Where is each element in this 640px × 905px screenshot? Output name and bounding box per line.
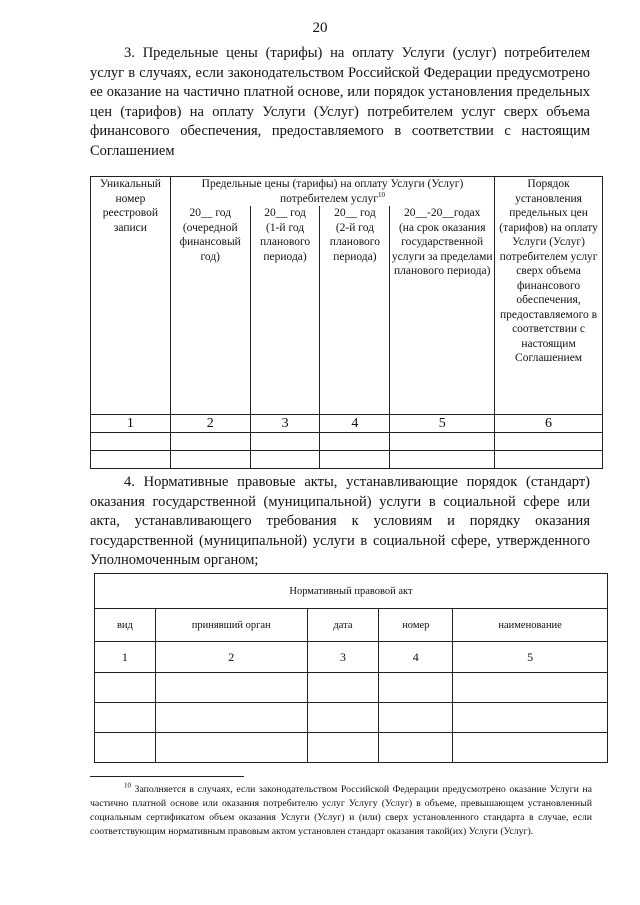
year-col-3 <box>320 206 390 414</box>
year-col-4 <box>390 206 495 414</box>
table1-num-6: 6 <box>495 414 603 432</box>
legal-act-title: Нормативный правовой акт <box>95 574 608 609</box>
year-col-3-year: 20__ год <box>334 207 376 219</box>
table1-num-2: 2 <box>170 414 250 432</box>
unique-number-header: Уникальный номер реестровой записи <box>91 177 171 415</box>
table-row <box>91 432 603 450</box>
table-row <box>91 450 603 468</box>
col-type: вид <box>95 609 156 642</box>
table1-num-1: 1 <box>91 414 171 432</box>
section-3-paragraph: 3. Предельные цены (тарифы) на оплату Услуги (услуг) потребителем услуг в случаях, если законодательством Российской Федерации предусмотрено ее оказание на частично платной основе, или порядок установления предельных цен (тарифов) на оплату Услуги (Услуг) потребителем услуг сверх объема финансового обеспечения, предоставляемого в соответствии с настоящим Соглашением <box>90 45 590 159</box>
year-col-4-desc: (на срок оказания государственной услуги за пределами планового периода) <box>391 221 493 277</box>
year-col-1-year: 20__ год <box>189 207 232 219</box>
table-row <box>95 673 608 703</box>
price-limits-group-header <box>170 177 494 207</box>
footnote-ref: 10 <box>377 190 385 199</box>
table-row <box>95 733 608 763</box>
footnote <box>90 783 592 839</box>
col-number: номер <box>379 609 453 642</box>
year-col-1-desc: (очередной финансовый год) <box>179 221 241 263</box>
legal-acts-table <box>94 573 608 763</box>
col-name: наименование <box>453 609 608 642</box>
table2-num-4: 4 <box>379 642 453 673</box>
footnote-text: Заполняется в случаях, если законодательством Российской Федерации предусмотрено оказание Услуги на частично платной основе или оказания потребителю услуг Услугу (Услуг) в объеме, превышающем установленный социальным сертификатом объем оказания Услуги (Услуг) и (или) сверх установленного стандарта в случае, если соответствующим нормативным правовым актом установлен стандарт оказания такой(их) Услуги (Услуг). <box>90 784 593 837</box>
table2-num-1: 1 <box>95 642 156 673</box>
table1-num-5: 5 <box>390 414 495 432</box>
price-limits-table <box>90 176 603 469</box>
year-col-2-desc: (1-й год планового периода) <box>259 221 311 263</box>
col-issuing-body: принявший орган <box>155 609 307 642</box>
table2-num-3: 3 <box>307 642 379 673</box>
year-col-3-desc: (2-й год планового периода) <box>329 221 380 263</box>
year-col-2-year: 20__ год <box>264 207 306 219</box>
page-number: 20 <box>312 20 328 36</box>
table1-num-3: 3 <box>250 414 320 432</box>
footnote-divider <box>90 776 244 777</box>
table1-num-4: 4 <box>320 414 390 432</box>
procedure-header: Порядок установления предельных цен (тарифов) на оплату Услуги (Услуг) потребителем услуг сверх объема финансового обеспечения, предоставляемого в соответствии с настоящим Соглашением <box>495 177 603 415</box>
table-row <box>95 703 608 733</box>
col-date: дата <box>307 609 379 642</box>
year-col-2 <box>250 206 320 414</box>
price-limits-group-title: Предельные цены (тарифы) на оплату Услуги (Услуг) потребителем услуг <box>201 178 464 205</box>
footnote-mark: 10 <box>124 781 131 790</box>
table2-num-5: 5 <box>453 642 608 673</box>
year-col-4-year: 20__-20__годах <box>404 207 481 219</box>
table2-num-2: 2 <box>155 642 307 673</box>
year-col-1 <box>170 206 250 414</box>
section-4-paragraph: 4. Нормативные правовые акты, устанавливающие порядок (стандарт) оказания государственной (муниципальной) услуги в социальной сфере или акта, устанавливающего требования к условиям и порядку оказания государственной (муниципальной) услуги в социальной сфере, утвержденного Уполномоченным органом; <box>90 474 590 568</box>
